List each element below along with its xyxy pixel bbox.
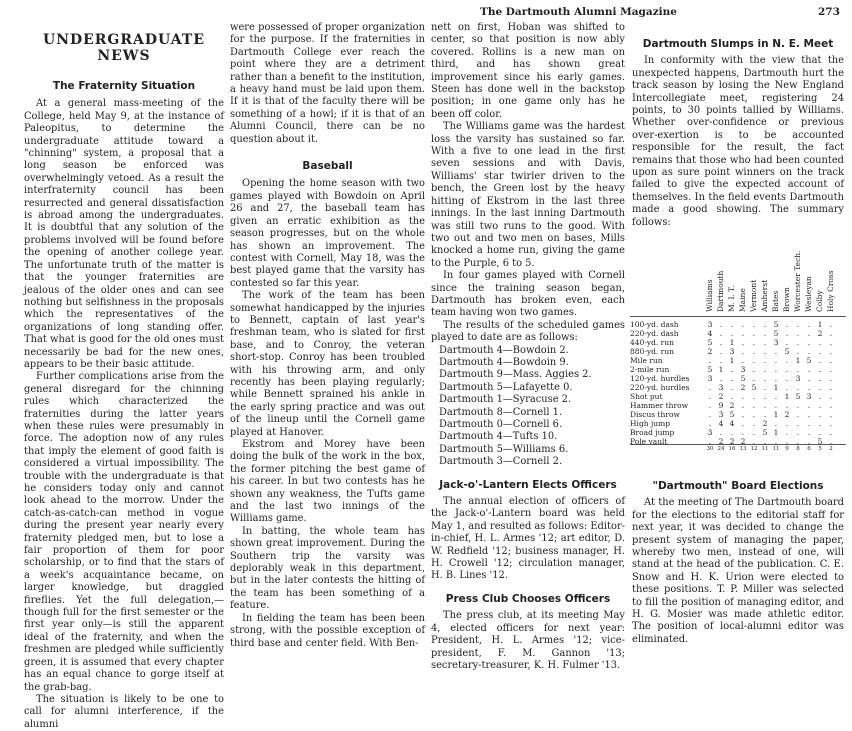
table-cell: 3 xyxy=(795,374,801,383)
event-name: Pole vault xyxy=(630,437,668,446)
table-cell: . xyxy=(741,320,745,329)
table-cell: . xyxy=(785,320,789,329)
table-cell: . xyxy=(818,383,822,392)
table-cell: . xyxy=(807,437,811,446)
table-cell: 2 xyxy=(817,329,823,338)
table-cell: . xyxy=(785,338,789,347)
table-cell: . xyxy=(829,383,833,392)
table-cell: 1 xyxy=(729,338,735,347)
track-text: In conformity with the view that the unexpected happens, Dartmouth hurt the track season by losing the New England Intercollegiate meet, registering 24 points, to 30 points tallied by Williams. Whether over-confidence or previous over-exertion is to be accounted responsible for the result, the fact remains that those who had been counted upon as sure point winners on the track failed to give the expected account of themselves. In the field events Dartmouth made a good showing. The summary follows: xyxy=(632,55,844,228)
table-cell: . xyxy=(829,374,833,383)
table-cell: . xyxy=(719,356,723,365)
table-cell: . xyxy=(719,329,723,338)
table-cell: . xyxy=(807,419,811,428)
event-name: Hammer throw xyxy=(630,401,689,410)
table-cell: 4 xyxy=(707,329,713,338)
table-row xyxy=(630,365,846,374)
table-cell: . xyxy=(719,320,723,329)
fraternity-heading: The Fraternity Situation xyxy=(52,80,196,92)
table-cell: . xyxy=(807,383,811,392)
table-cell: 2 xyxy=(740,383,746,392)
event-name: Shot put xyxy=(630,392,663,401)
table-cell: 3 xyxy=(806,392,812,401)
baseball-paragraph-1: Opening the home season with two games played with Bowdoin on April 26 and 27, the baseball team has given an erratic exhibition as the season progresses, but on the whole has shown an improvement. The contest with Cornell, May 18, was the best played game that the varsity has contested so far this year. xyxy=(230,178,425,289)
table-cell: . xyxy=(719,338,723,347)
table-cell: . xyxy=(730,365,734,374)
table-cell: . xyxy=(785,428,789,437)
table-cell: . xyxy=(730,374,734,383)
table-column-header: Bates xyxy=(771,290,780,312)
event-name: 100-yd. dash xyxy=(630,320,679,329)
table-cell: 5 xyxy=(762,428,768,437)
dartmouthboard-text: At the meeting of The Dartmouth board for the elections to the editorial staff for next year, it was decided to change the present system of managing the paper, whereby two men, instead of one, will stand at the head of the publication. C. E. Snow and H. K. Urion were elected to these positions. T. P. Miller was selected to fill the position of managing editor, and H. G. Mosier was made athletic editor. The position of local-alumni editor was eliminated. xyxy=(632,497,844,645)
table-cell: . xyxy=(763,365,767,374)
baseball-heading: Baseball xyxy=(302,160,353,173)
table-total: 11 xyxy=(761,446,769,452)
table-total: 5 xyxy=(818,446,822,452)
table-cell: 3 xyxy=(718,383,724,392)
event-name: Broad jump xyxy=(630,428,675,437)
table-cell: 5 xyxy=(707,365,713,374)
table-cell: . xyxy=(774,401,778,410)
table-cell: . xyxy=(752,320,756,329)
table-cell: 1 xyxy=(718,365,724,374)
table-cell: . xyxy=(752,392,756,401)
table-cell: . xyxy=(796,428,800,437)
table-cell: . xyxy=(741,356,745,365)
column-2 xyxy=(230,22,425,650)
table-cell: . xyxy=(752,338,756,347)
table-cell: . xyxy=(818,428,822,437)
baseball-paragraph-5: In fielding the team has been been strong, with the possible exception of third base and center field. With Ben- xyxy=(230,612,425,649)
table-cell: 1 xyxy=(729,356,735,365)
table-cell: . xyxy=(796,401,800,410)
column-3 xyxy=(431,22,625,672)
table-total: 13 xyxy=(739,446,747,452)
table-row xyxy=(630,428,846,437)
table-cell: . xyxy=(741,401,745,410)
table-cell: . xyxy=(752,419,756,428)
table-cell: 2 xyxy=(729,437,735,446)
table-cell: . xyxy=(818,356,822,365)
table-column-header: Worcester Tech. xyxy=(793,250,802,312)
table-cell: . xyxy=(752,428,756,437)
table-total: 16 xyxy=(728,446,736,452)
table-cell: 4 xyxy=(729,419,735,428)
table-cell: 1 xyxy=(773,428,779,437)
table-cell: 2 xyxy=(762,419,768,428)
table-cell: 5 xyxy=(707,338,713,347)
table-cell: 5 xyxy=(751,383,757,392)
table-row xyxy=(630,356,846,365)
table-total: 9 xyxy=(785,446,789,452)
table-cell: . xyxy=(763,401,767,410)
table-cell: 1 xyxy=(817,320,823,329)
table-cell: . xyxy=(741,410,745,419)
table-cell: . xyxy=(774,356,778,365)
table-cell: . xyxy=(763,347,767,356)
track-heading: Dartmouth Slumps in N. E. Meet xyxy=(642,38,834,50)
table-cell: . xyxy=(708,437,712,446)
table-cell: . xyxy=(730,383,734,392)
fraternity-paragraph-2: Further complications arise from the general disregard for the chinning rules which characterized the fraternities during the latter years when these rules were presumably in force. The adoption now of any rules that imply the element of good faith is considered a virtual impossibility. The trouble with the undergraduate is that he considers today only and cannot look ahead to the morrow. Under the catch-as-catch-can method in vogue during the present year nearly every fraternity pledged men, but to lose a fair proportion of them for poor scholarship, or to find that the stars of a week's acquaintance became, on larger knowledge, but draggled fireflies. Yet the full delegation,—though full for the first semester or the first year only—is still the apparent ideal of the fraternity, and when the freshmen are pledged while sufficiently green, it is assumed that every chapter has an equal chance to gorge itself at the grab-bag. xyxy=(24,371,224,693)
table-cell: . xyxy=(829,401,833,410)
table-cell: . xyxy=(741,329,745,338)
table-total: 12 xyxy=(750,446,758,452)
table-total: 2 xyxy=(829,446,833,452)
table-cell: . xyxy=(708,410,712,419)
table-cell: . xyxy=(829,347,833,356)
game-result: Dartmouth 5—Lafayette 0. xyxy=(439,381,573,393)
table-cell: . xyxy=(796,347,800,356)
table-cell: 1 xyxy=(784,392,790,401)
table-total: 30 xyxy=(706,446,714,452)
table-rule-top xyxy=(630,316,846,317)
table-cell: . xyxy=(818,401,822,410)
game-result: Dartmouth 5—Williams 6. xyxy=(439,443,569,455)
table-cell: . xyxy=(807,338,811,347)
jackolantern-text: The annual election of officers of the Jack-o'-Lantern board was held May 1, and resulted as follows: Editor-in-chief, H. L. Armes '12; art editor, D. W. Redfield '12; business manager, H. H. Crowell '12; circulation manager, H. B. Lines '12. xyxy=(431,496,626,582)
table-column-header: Amherst xyxy=(760,279,769,312)
table-cell: . xyxy=(763,374,767,383)
table-cell: . xyxy=(785,365,789,374)
table-cell: . xyxy=(763,320,767,329)
running-header: The Dartmouth Alumni Magazine xyxy=(480,6,677,18)
table-cell: . xyxy=(741,347,745,356)
table-row xyxy=(630,329,846,338)
game-result: Dartmouth 4—Bowdoin 9. xyxy=(439,356,569,368)
table-cell: . xyxy=(796,338,800,347)
table-cell: . xyxy=(785,437,789,446)
page-heading: UNDERGRADUATE NEWS xyxy=(42,32,205,64)
table-cell: . xyxy=(829,428,833,437)
table-cell: . xyxy=(763,356,767,365)
table-column-header: Vermont xyxy=(749,279,758,312)
table-cell: . xyxy=(807,347,811,356)
table-cell: . xyxy=(807,428,811,437)
event-name: 120-yd. hurdles xyxy=(630,374,690,383)
table-cell: . xyxy=(752,365,756,374)
game-result: Dartmouth 4—Tufts 10. xyxy=(439,431,558,443)
table-cell: 2 xyxy=(784,410,790,419)
pressclub-heading: Press Club Chooses Officers xyxy=(445,592,611,605)
table-cell: . xyxy=(818,392,822,401)
table-cell: . xyxy=(774,437,778,446)
baseball-continuation-4: The results of the scheduled games played to date are as follows: xyxy=(431,319,625,344)
table-cell: . xyxy=(774,347,778,356)
table-row xyxy=(630,392,846,401)
pressclub-text: The press club, at its meeting May 4, elected officers for next year: President, H. L. Armes '12; vice-president, F. M. Gannon '13; secretary-treasurer, K. H. Fulmer '13. xyxy=(431,610,625,671)
table-cell: 2 xyxy=(740,437,746,446)
table-cell: 5 xyxy=(795,392,801,401)
table-cell: 4 xyxy=(718,419,724,428)
game-result: Dartmouth 1—Syracuse 2. xyxy=(439,394,572,406)
table-cell: . xyxy=(807,365,811,374)
table-totals xyxy=(630,446,846,456)
table-cell: 2 xyxy=(707,347,713,356)
table-cell: . xyxy=(752,437,756,446)
table-cell: 1 xyxy=(795,356,801,365)
table-row xyxy=(630,320,846,329)
table-cell: . xyxy=(774,365,778,374)
baseball-continuation-3: In four games played with Cornell since the training season began, Dartmouth has broken even, each team having won two games. xyxy=(431,270,625,319)
game-result: Dartmouth 0—Cornell 6. xyxy=(439,419,563,430)
table-cell: 2 xyxy=(718,392,724,401)
table-cell: . xyxy=(763,329,767,338)
table-cell: 1 xyxy=(773,410,779,419)
table-total: 11 xyxy=(772,446,780,452)
table-cell: 5 xyxy=(806,356,812,365)
table-cell: . xyxy=(829,437,833,446)
table-cell: . xyxy=(785,383,789,392)
table-cell: 5 xyxy=(817,437,823,446)
table-column-header: M. I. T. xyxy=(727,285,736,312)
table-row xyxy=(630,338,846,347)
table-cell: . xyxy=(708,383,712,392)
table-cell: . xyxy=(719,428,723,437)
table-cell: . xyxy=(730,329,734,338)
table-cell: . xyxy=(796,410,800,419)
table-cell: . xyxy=(785,401,789,410)
fraternity-paragraph-3: The situation is likely to be one to call for alumni interference, if the alumni xyxy=(24,693,224,730)
table-cell: . xyxy=(774,392,778,401)
table-column-header: Brown xyxy=(782,287,791,312)
fraternity-continuation: were possessed of proper organization for the purpose. If the fraternities in Dartmouth College ever reach the point where they are a detriment rather than a benefit to the institution, a heavy hand must be laid upon them. If it is that of the faculty there will be something of a howl; if it is that of an Alumni Council, there can be no question about it. xyxy=(230,22,425,145)
event-name: 220-yd. hurdles xyxy=(630,383,690,392)
table-column-header: Williams xyxy=(705,279,714,312)
table-cell: . xyxy=(708,392,712,401)
game-result: Dartmouth 3—Cornell 2. xyxy=(439,456,563,468)
table-cell: . xyxy=(818,347,822,356)
table-cell: 5 xyxy=(773,320,779,329)
table-cell: . xyxy=(785,374,789,383)
table-cell: . xyxy=(807,329,811,338)
table-cell: . xyxy=(829,419,833,428)
table-row xyxy=(630,347,846,356)
table-column-header: Wesleyan xyxy=(804,276,813,312)
table-cell: . xyxy=(774,374,778,383)
fraternity-paragraph-1: At a general mass-meeting of the College, held May 9, at the instance of Paleopitus, to determine the undergraduate attitude toward a "chinning" system, a proposal that a long season be enforced was overwhelmingly vetoed. As a result the interfraternity council has been resurrected and general dissatisfaction is abroad among the undergraduates. It is doubtful that any solution of the problems involved will be found before the opening of another college year. The unfortunate truth of the matter is that the younger fraternities are jealous of the older ones and can see nothing but selfishness in the proposals which the representatives of the organizations of long standing offer. That what is good for the old ones must necessarily be bad for the new ones, appears to be their basic attitude. xyxy=(24,98,224,370)
event-name: High jump xyxy=(630,419,671,428)
table-cell: 3 xyxy=(729,347,735,356)
table-cell: . xyxy=(741,419,745,428)
table-cell: . xyxy=(796,419,800,428)
game-result: Dartmouth 4—Bowdoin 2. xyxy=(439,344,569,356)
table-cell: . xyxy=(796,437,800,446)
table-column-header: Dartmouth xyxy=(716,270,725,312)
column-4-bottom xyxy=(632,480,844,646)
event-name: Mile run xyxy=(630,356,663,365)
column-4 xyxy=(632,38,844,229)
baseball-paragraph-2: The work of the team has been somewhat handicapped by the injuries to Bennett, captain of last year's freshman team, who is slated for first base, and to Conroy, the veteran short-stop. Conroy has been troubled with his throwing arm, and only recently has been playing regularly; while Bennett sprained his ankle in the early spring practice and was out of the lineup until the Cornell game played at Hanover. xyxy=(230,290,425,438)
table-rule-bottom xyxy=(630,444,846,445)
table-cell: . xyxy=(752,374,756,383)
table-cell: 3 xyxy=(707,428,713,437)
table-cell: . xyxy=(763,437,767,446)
table-cell: 9 xyxy=(718,401,724,410)
table-row xyxy=(630,410,846,419)
table-cell: . xyxy=(785,356,789,365)
table-cell: 2 xyxy=(729,401,735,410)
table-cell: . xyxy=(741,428,745,437)
table-cell: . xyxy=(741,392,745,401)
table-cell: . xyxy=(730,320,734,329)
table-cell: . xyxy=(818,374,822,383)
table-cell: . xyxy=(829,392,833,401)
table-row xyxy=(630,401,846,410)
column-1 xyxy=(24,80,224,731)
event-name: 2-mile run xyxy=(630,365,670,374)
table-cell: . xyxy=(829,329,833,338)
table-cell: . xyxy=(763,338,767,347)
baseball-continuation-1: nett on first, Hoban was shifted to center, so that position is now ably covered. Rollins is a new man on third, and has shown great improvement since his early games. Steen has done well in the backstop position; in one game only has he been off color. xyxy=(431,22,625,120)
table-cell: . xyxy=(708,419,712,428)
table-header xyxy=(630,224,846,314)
table-column-header: Colby xyxy=(815,290,824,312)
table-cell: . xyxy=(818,410,822,419)
table-cell: . xyxy=(818,419,822,428)
table-total: 24 xyxy=(717,446,725,452)
table-cell: . xyxy=(719,374,723,383)
baseball-paragraph-4: In batting, the whole team has shown great improvement. During the Southern trip the varsity was deplorably weak in this department, but in the later contests the hitting of the team has been something of a feature. xyxy=(230,525,425,612)
table-cell: . xyxy=(829,338,833,347)
dartmouthboard-heading: "Dartmouth" Board Elections xyxy=(652,480,824,492)
table-cell: 1 xyxy=(773,383,779,392)
table-cell: . xyxy=(796,329,800,338)
table-cell: . xyxy=(829,356,833,365)
table-cell: . xyxy=(807,320,811,329)
jackolantern-heading: Jack-o'-Lantern Elects Officers xyxy=(439,478,617,491)
baseball-paragraph-3: Ekstrom and Morey have been doing the bulk of the work in the box, the former pitching the best game of his career. In but two contests has he shown any weakness, the Tufts game and the last two innings of the Williams game. xyxy=(230,439,425,525)
table-cell: . xyxy=(763,392,767,401)
games-list xyxy=(439,345,625,469)
table-cell: . xyxy=(763,383,767,392)
table-cell: . xyxy=(785,329,789,338)
table-cell: . xyxy=(708,401,712,410)
table-cell: 5 xyxy=(784,347,790,356)
table-cell: . xyxy=(708,356,712,365)
table-cell: 5 xyxy=(729,410,735,419)
table-cell: 2 xyxy=(718,437,724,446)
table-cell: . xyxy=(807,410,811,419)
table-cell: . xyxy=(752,401,756,410)
baseball-continuation-2: The Williams game was the hardest loss the varsity has sustained so far. With a five to one lead in the first seven sessions and with Davis, Williams' star twirler driven to the bench, the Green lost by the heavy hitting of Ekstrom in the last three innings. In the last inning Dartmouth was still two runs to the good. With two out and two men on bases, Mills knocked a home run, giving the game to the Purple, 6 to 5. xyxy=(431,121,625,269)
table-total: 8 xyxy=(796,446,800,452)
table-cell: . xyxy=(785,419,789,428)
table-cell: . xyxy=(752,410,756,419)
table-cell: 3 xyxy=(707,320,713,329)
table-cell: . xyxy=(752,329,756,338)
table-cell: . xyxy=(719,347,723,356)
table-cell: 3 xyxy=(718,410,724,419)
game-result: Dartmouth 9—Mass. Aggies 2. xyxy=(439,369,592,381)
event-name: Discus throw xyxy=(630,410,680,419)
table-cell: . xyxy=(818,365,822,374)
event-name: 440-yd. run xyxy=(630,338,674,347)
table-cell: . xyxy=(774,419,778,428)
table-cell: . xyxy=(730,428,734,437)
table-cell: . xyxy=(752,356,756,365)
table-cell: . xyxy=(796,383,800,392)
table-cell: . xyxy=(741,338,745,347)
table-cell: . xyxy=(763,410,767,419)
table-cell: . xyxy=(807,374,811,383)
table-cell: . xyxy=(818,338,822,347)
table-cell: . xyxy=(829,320,833,329)
event-name: 880-yd. run xyxy=(630,347,674,356)
table-row xyxy=(630,419,846,428)
table-row xyxy=(630,374,846,383)
table-column-header: Holy Cross xyxy=(826,270,835,312)
table-cell: 5 xyxy=(740,374,746,383)
table-total: 6 xyxy=(807,446,811,452)
page-number: 273 xyxy=(818,6,840,18)
table-cell: . xyxy=(796,365,800,374)
table-cell: 5 xyxy=(773,329,779,338)
game-result: Dartmouth 8—Cornell 1. xyxy=(439,406,563,418)
event-name: 220-yd. dash xyxy=(630,329,679,338)
table-cell: . xyxy=(752,347,756,356)
track-summary-table xyxy=(630,224,846,468)
table-cell: . xyxy=(796,320,800,329)
table-row xyxy=(630,383,846,392)
table-cell: 3 xyxy=(740,365,746,374)
table-cell: 3 xyxy=(773,338,779,347)
table-cell: . xyxy=(829,365,833,374)
table-column-header: Maine xyxy=(738,288,747,312)
table-cell: 3 xyxy=(707,374,713,383)
table-cell: . xyxy=(730,392,734,401)
table-cell: . xyxy=(807,401,811,410)
table-cell: . xyxy=(829,410,833,419)
